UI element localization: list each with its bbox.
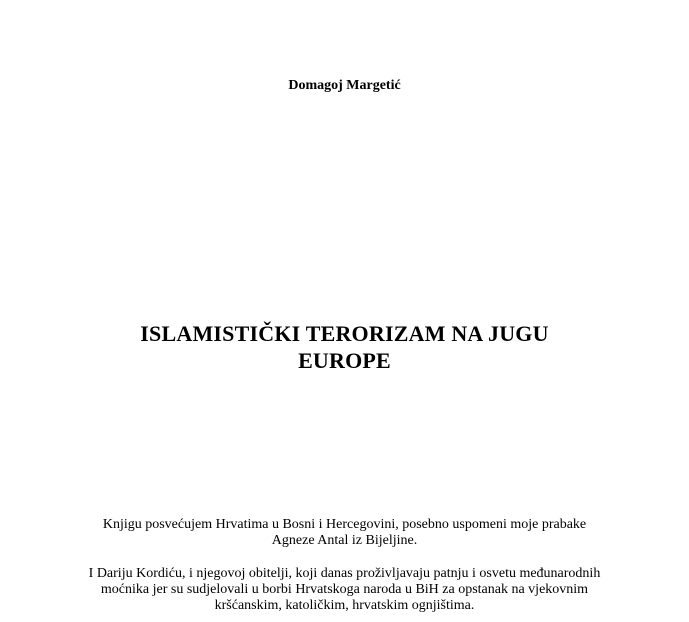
dedication-2-line-3: kršćanskim, katoličkim, hrvatskim ognjištima. <box>214 598 475 613</box>
book-title <box>0 320 689 374</box>
dedication-2-line-2: moćnika jer su sudjelovali u borbi Hrvatskoga naroda u BiH za opstanak na vjekovnim <box>100 582 589 597</box>
dedication-paragraph-1 <box>0 517 689 549</box>
book-title-line-1: ISLAMISTIČKI TERORIZAM NA JUGU <box>140 321 549 346</box>
author-name: Domagoj Margetić <box>288 78 401 93</box>
dedication-1-line-1: Knjigu posvećujem Hrvatima u Bosni i Hercegovini, posebno uspomeni moje prabake <box>102 517 587 532</box>
book-title-line-2: EUROPE <box>298 348 391 373</box>
dedication-2-line-1: I Dariju Kordiću, i njegovoj obitelji, koji danas proživljavaju patnju i osvetu međunarodnih <box>88 566 601 581</box>
dedication-1-line-2: Agneze Antal iz Bijeljine. <box>271 533 418 548</box>
dedication-paragraph-2 <box>0 566 689 614</box>
